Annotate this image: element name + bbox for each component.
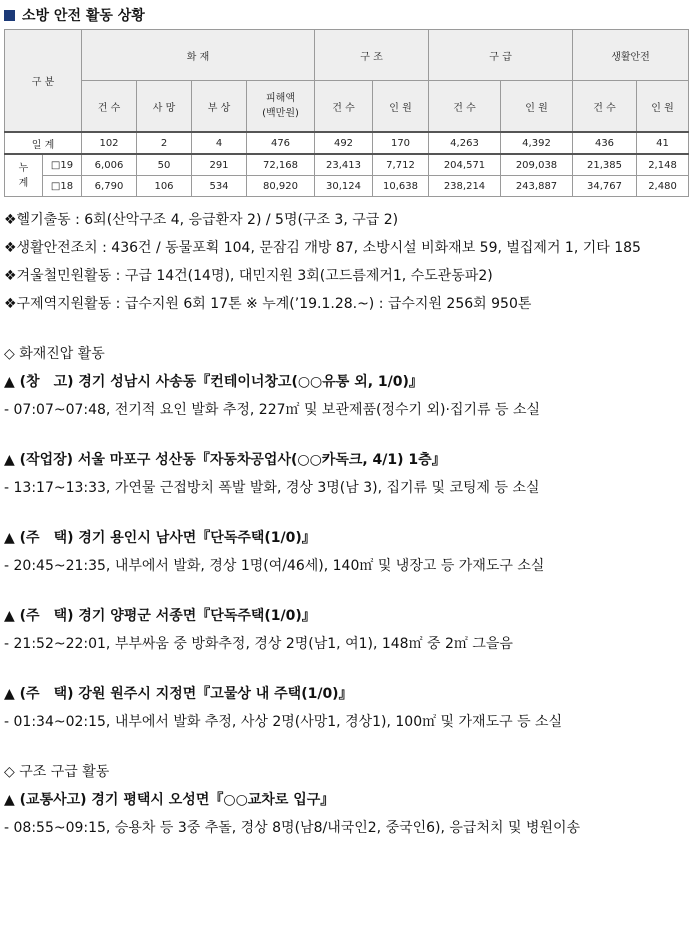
header-life-people: 인 원 xyxy=(637,81,689,133)
table-row xyxy=(5,176,689,197)
square-bullet-icon xyxy=(4,10,15,21)
table-cell: 204,571 xyxy=(429,154,501,176)
header-fire-damage-line1: 피해액 xyxy=(266,93,295,104)
rescue-section-heading: ◇ 구조 구급 활동 xyxy=(4,764,110,780)
table-cell: 170 xyxy=(373,132,429,154)
header-category: 구 분 xyxy=(5,30,82,133)
cumulative-label-bottom: 계 xyxy=(18,177,29,189)
table-cell: 436 xyxy=(573,132,637,154)
fire-item-detail: - 21:52~22:01, 부부싸움 중 방화추정, 경상 2명(남1, 여1), 148㎡ 중 2㎡ 그을음 xyxy=(4,636,513,652)
row-label-cumulative xyxy=(5,154,43,197)
table-cell: 7,712 xyxy=(373,154,429,176)
table-cell: 243,887 xyxy=(501,176,573,197)
header-rescue-people: 인 원 xyxy=(373,81,429,133)
row-label-year: □18 xyxy=(43,176,82,197)
table-cell: 41 xyxy=(637,132,689,154)
note-winter-civil: ❖겨울철민원활동 : 구급 14건(14명), 대민지원 3회(고드름제거1, 수도관동파2) xyxy=(4,268,493,284)
table-cell: 6,006 xyxy=(82,154,137,176)
table-cell: 4 xyxy=(192,132,247,154)
table-cell: 2,480 xyxy=(637,176,689,197)
report-body xyxy=(4,206,690,842)
table-cell: 291 xyxy=(192,154,247,176)
table-cell: 534 xyxy=(192,176,247,197)
row-label-year: □19 xyxy=(43,154,82,176)
header-ems-cases: 건 수 xyxy=(429,81,501,133)
section-title-text: 소방 안전 활동 상황 xyxy=(22,8,145,24)
table-cell: 6,790 xyxy=(82,176,137,197)
table-cell: 2,148 xyxy=(637,154,689,176)
note-fmd-support: ❖구제역지원활동 : 급수지원 6회 17톤 ※ 누계(’19.1.28.~) : 급수지원 256회 950톤 xyxy=(4,296,532,312)
table-cell: 72,168 xyxy=(247,154,315,176)
table-cell: 492 xyxy=(315,132,373,154)
table-cell: 209,038 xyxy=(501,154,573,176)
table-cell: 10,638 xyxy=(373,176,429,197)
note-helicopter: ❖헬기출동 : 6회(산악구조 4, 응급환자 2) / 5명(구조 3, 구급 2) xyxy=(4,212,399,228)
table-row xyxy=(5,132,689,154)
table-cell: 30,124 xyxy=(315,176,373,197)
fire-item-heading: ▲ (주 택) 강원 원주시 지정면『고물상 내 주택(1/0)』 xyxy=(4,686,353,702)
fire-item-detail: - 20:45~21:35, 내부에서 발화, 경상 1명(여/46세), 140㎡ 및 냉장고 등 가재도구 소실 xyxy=(4,558,545,574)
header-fire-deaths: 사 망 xyxy=(137,81,192,133)
note-life-safety: ❖생활안전조치 : 436건 / 동물포획 104, 문잠김 개방 87, 소방시설 비화재보 59, 벌집제거 1, 기타 185 xyxy=(4,240,641,256)
fire-item-heading: ▲ (작업장) 서울 마포구 성산동『자동차공업사(○○카독크, 4/1) 1층』 xyxy=(4,452,446,468)
fire-item-detail: - 07:07~07:48, 전기적 요인 발화 추정, 227㎡ 및 보관제품(정수기 외)·집기류 등 소실 xyxy=(4,402,540,418)
table-cell: 21,385 xyxy=(573,154,637,176)
fire-item-heading: ▲ (창 고) 경기 성남시 사송동『컨테이너창고(○○유통 외, 1/0)』 xyxy=(4,374,423,390)
header-fire-damage xyxy=(247,81,315,133)
table-row xyxy=(5,154,689,176)
table-cell: 2 xyxy=(137,132,192,154)
table-cell: 238,214 xyxy=(429,176,501,197)
table-cell: 102 xyxy=(82,132,137,154)
table-cell: 34,767 xyxy=(573,176,637,197)
header-ems: 구 급 xyxy=(429,30,573,81)
fire-item-heading: ▲ (주 택) 경기 양평군 서종면『단독주택(1/0)』 xyxy=(4,608,316,624)
table-cell: 4,263 xyxy=(429,132,501,154)
fire-section-heading: ◇ 화재진압 활동 xyxy=(4,346,105,362)
fire-item-heading: ▲ (주 택) 경기 용인시 남사면『단독주택(1/0)』 xyxy=(4,530,316,546)
rescue-item-detail: - 08:55~09:15, 승용차 등 3중 추돌, 경상 8명(남8/내국인2, 중국인6), 응급처치 및 병원이송 xyxy=(4,820,581,836)
table-cell: 4,392 xyxy=(501,132,573,154)
header-fire-damage-line2: (백만원) xyxy=(262,108,299,119)
header-life-cases: 건 수 xyxy=(573,81,637,133)
table-cell: 80,920 xyxy=(247,176,315,197)
header-rescue-cases: 건 수 xyxy=(315,81,373,133)
table-cell: 23,413 xyxy=(315,154,373,176)
table-cell: 476 xyxy=(247,132,315,154)
header-life-safety: 생활안전 xyxy=(573,30,689,81)
cumulative-label-top: 누 xyxy=(18,162,29,174)
safety-stats-table xyxy=(4,29,689,197)
table-cell: 106 xyxy=(137,176,192,197)
fire-item-detail: - 13:17~13:33, 가연물 근접방치 폭발 발화, 경상 3명(남 3), 집기류 및 코팅제 등 소실 xyxy=(4,480,540,496)
section-title xyxy=(4,4,145,26)
fire-item-detail: - 01:34~02:15, 내부에서 발화 추정, 사상 2명(사망1, 경상1), 100㎡ 및 가재도구 등 소실 xyxy=(4,714,563,730)
header-fire-cases: 건 수 xyxy=(82,81,137,133)
header-fire-injuries: 부 상 xyxy=(192,81,247,133)
header-rescue: 구 조 xyxy=(315,30,429,81)
table-cell: 50 xyxy=(137,154,192,176)
row-label-daily: 일 계 xyxy=(5,132,82,154)
header-ems-people: 인 원 xyxy=(501,81,573,133)
header-fire: 화 재 xyxy=(82,30,315,81)
rescue-item-heading: ▲ (교통사고) 경기 평택시 오성면『○○교차로 입구』 xyxy=(4,792,335,808)
